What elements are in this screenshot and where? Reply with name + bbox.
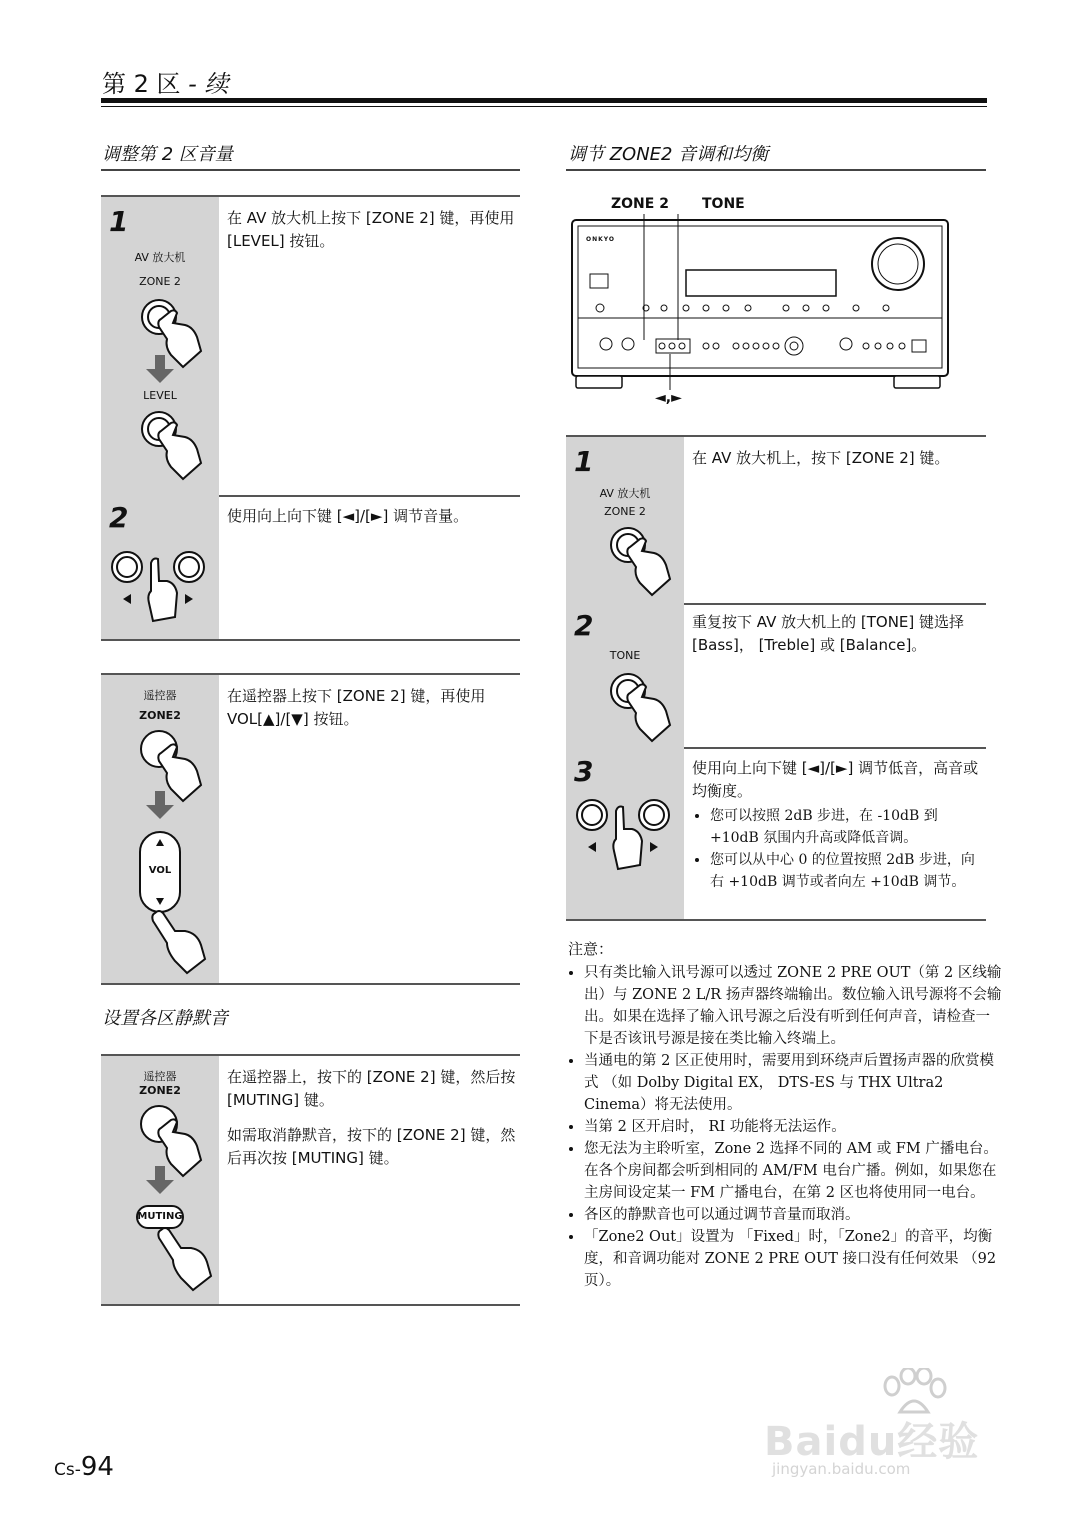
watermark-text: Baidu经验	[764, 1419, 980, 1465]
step-2-volume	[101, 493, 520, 641]
arrow-down-icon	[144, 355, 176, 385]
baidu-watermark	[758, 1370, 1008, 1480]
label-zone2: ZONE 2	[139, 275, 181, 288]
muting-text-1: 在遥控器上，按下的 [ZONE 2] 键，然后按 [MUTING] 键。	[227, 1068, 516, 1109]
callout-zone2: ZONE 2	[611, 196, 669, 212]
vol-label: VOL	[148, 865, 172, 876]
note-item: • 当第 2 区开启时， RI 功能将无法运作。	[584, 1116, 1004, 1138]
press-button-icon	[600, 669, 690, 749]
step-text: 在 AV 放大机上，按下 [ZONE 2] 键。	[692, 449, 950, 467]
step-text: 重复按下 AV 放大机上的 [TONE] 键选择 [Bass]， [Treble] 或 [Balance]。	[692, 613, 965, 654]
step-number: 1	[574, 445, 594, 478]
left-right-buttons-icon	[574, 795, 682, 871]
watermark-url: jingyan.baidu.com	[772, 1460, 911, 1478]
brand-logo: ONKYO	[586, 236, 616, 243]
finger-press-icon	[151, 1224, 221, 1294]
label-zone2: ZONE 2	[604, 505, 646, 518]
label-remote: 遥控器	[143, 689, 177, 702]
page-number	[54, 1452, 114, 1482]
step-3-bullets	[692, 805, 982, 893]
notes-list	[566, 962, 1004, 1292]
label-av-amp: AV 放大机	[599, 487, 651, 500]
label-zone2: ZONE2	[139, 709, 181, 722]
step-number: 3	[574, 755, 594, 788]
label-av-amp: AV 放大机	[134, 251, 186, 264]
page-value: 94	[80, 1452, 114, 1482]
step-1-tone	[566, 435, 986, 605]
step-3-bullet: • 您可以从中心 0 的位置按照 2dB 步进，向右 +10dB 调节或者向左 +10dB 调节。	[710, 849, 982, 893]
press-button-icon	[600, 523, 690, 603]
step-1-volume	[101, 195, 520, 497]
note-item: • 只有类比输入讯号源可以透过 ZONE 2 PRE OUT（第 2 区线输出）与 ZONE 2 L/R 扬声器终端输出。数位输入讯号源将不会输出。如果在选择了输入讯号源之后没有听到任何声音，请检查一下是否该讯号源是接在类比输入终端上。	[584, 962, 1004, 1050]
notes-title: 注意：	[568, 940, 614, 958]
section-rule	[101, 169, 520, 171]
receiver-front-panel-diagram	[566, 214, 986, 394]
section-rule	[566, 169, 986, 171]
header-rule	[101, 98, 987, 103]
step-3-bullet: • 您可以按照 2dB 步进，在 -10dB 到 +10dB 氛围内升高或降低音调。	[710, 805, 982, 849]
muting-text-2: 如需取消静默音，按下的 [ZONE 2] 键，然后再次按 [MUTING] 键。	[227, 1126, 516, 1167]
section-title-tone: 调节 ZONE2 音调和均衡	[568, 144, 769, 165]
step-text: 在遥控器上按下 [ZONE 2] 键，再使用 VOL[▲]/[▼] 按钮。	[227, 687, 486, 728]
step-2-tone	[566, 601, 986, 749]
note-item: • 各区的静默音也可以通过调节音量而取消。	[584, 1204, 1004, 1226]
label-zone2: ZONE2	[139, 1084, 181, 1097]
note-item: • 您无法为主聆听室，Zone 2 选择不同的 AM 或 FM 广播电台。在各个房间都会听到相同的 AM/FM 电台广播。例如，如果您在主房间设定某一 FM 广播电台，在第 2 区也将使用同一电台。	[584, 1138, 1004, 1204]
step-number: 1	[109, 205, 129, 238]
callout-arrows: ◄,►	[655, 390, 682, 406]
step-muting	[101, 1054, 520, 1306]
step-number: 2	[574, 609, 594, 642]
label-level: LEVEL	[143, 389, 177, 402]
page-prefix: Cs-	[54, 1460, 81, 1480]
header-title: 第 2 区	[102, 70, 181, 98]
arrow-down-icon	[144, 791, 176, 821]
page-header	[102, 64, 228, 99]
note-item: • 「Zone2 Out」设置为 「Fixed」时，「Zone2」的音平，均衡度，和音调功能对 ZONE 2 PRE OUT 接口没有任何效果 （92 页）。	[584, 1226, 1004, 1292]
label-remote: 遥控器	[143, 1070, 177, 1083]
step-number: 2	[109, 501, 129, 534]
label-tone: TONE	[609, 649, 641, 662]
step-text: 使用向上向下键 [◄]/[►] 调节音量。	[227, 507, 469, 525]
press-button-icon	[131, 407, 221, 487]
step-text	[227, 1066, 516, 1182]
step-3-tone	[566, 747, 986, 921]
section-title-volume: 调整第 2 区音量	[102, 144, 233, 165]
arrow-down-icon	[144, 1166, 176, 1196]
muting-label: MUTING	[137, 1211, 183, 1222]
step-text	[692, 757, 982, 893]
callout-tone: TONE	[702, 196, 745, 212]
note-item: • 当通电的第 2 区正使用时，需要用到环绕声后置扬声器的欣赏模式 （如 Dolby Digital EX， DTS-ES 与 THX Ultra2 Cinema）将无法使用。	[584, 1050, 1004, 1116]
section-title-muting: 设置各区静默音	[102, 1008, 228, 1029]
step-3-instruction: 使用向上向下键 [◄]/[►] 调节低音，高音或均衡度。	[692, 759, 979, 800]
left-right-buttons-icon	[109, 547, 217, 623]
finger-press-icon	[145, 907, 215, 977]
step-remote-volume	[101, 673, 520, 985]
header-rule-thin	[101, 106, 987, 107]
step-text: 在 AV 放大机上按下 [ZONE 2] 键，再使用 [LEVEL] 按钮。	[227, 209, 515, 250]
header-subtitle: - 续	[188, 70, 229, 98]
